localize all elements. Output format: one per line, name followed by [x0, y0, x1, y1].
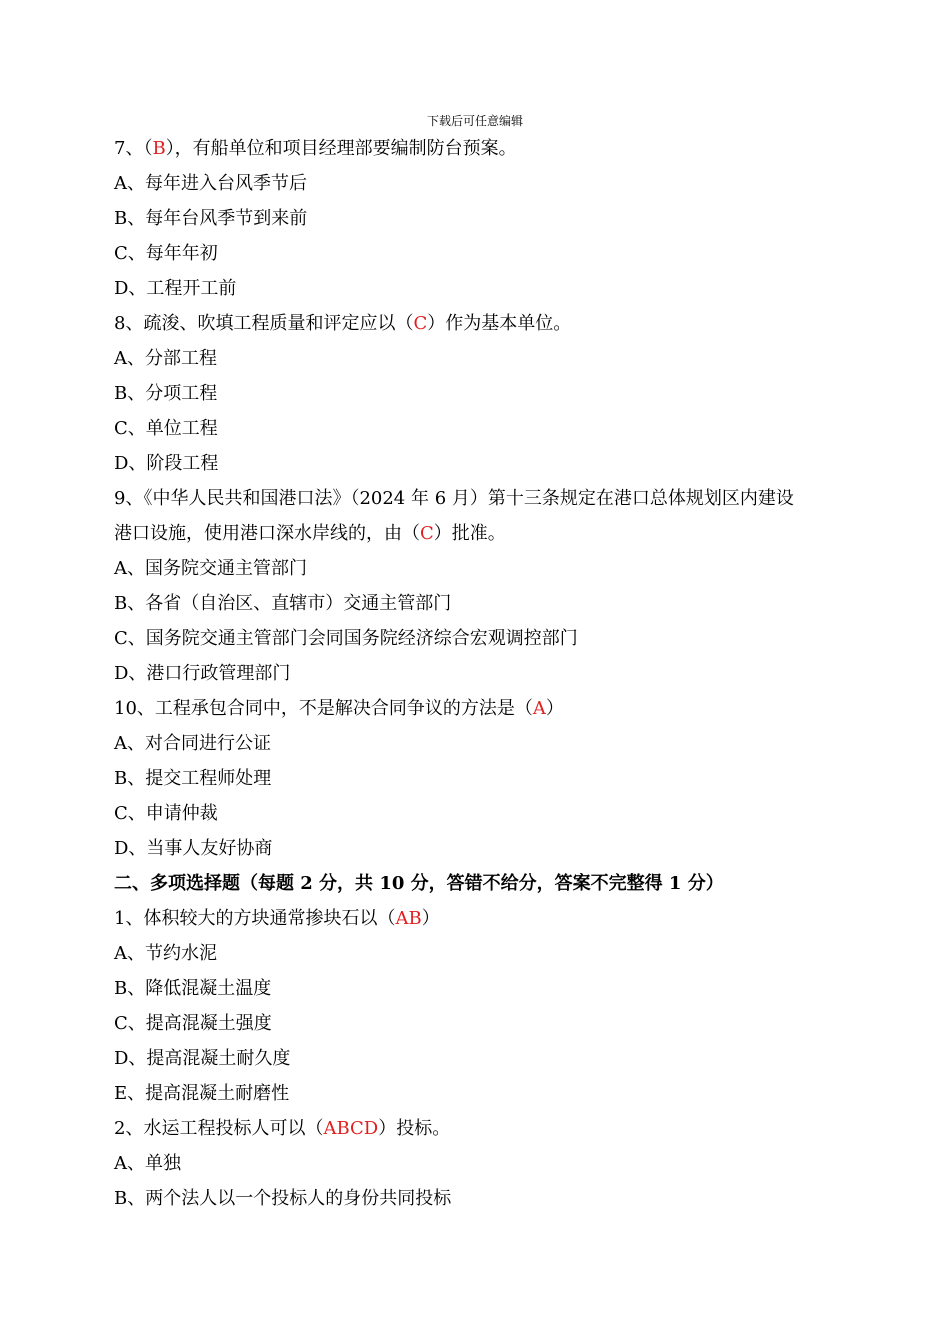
option: C、国务院交通主管部门会同国务院经济综合宏观调控部门	[114, 628, 578, 649]
answer-mark: ABCD	[323, 1118, 379, 1139]
option: D、工程开工前	[114, 278, 237, 299]
option: C、每年年初	[114, 243, 218, 264]
option: D、提高混凝土耐久度	[114, 1048, 291, 1069]
option: C、申请仲裁	[114, 803, 218, 824]
option: C、提高混凝土强度	[114, 1013, 272, 1034]
option: D、港口行政管理部门	[114, 663, 291, 684]
option: E、提高混凝土耐磨性	[114, 1083, 290, 1104]
option: B、各省（自治区、直辖市）交通主管部门	[114, 593, 452, 614]
answer-mark: B	[152, 138, 166, 159]
question-10: 10、工程承包合同中，不是解决合同争议的方法是（A）	[114, 698, 564, 719]
multi-question-2: 2、水运工程投标人可以（ABCD）投标。	[114, 1118, 451, 1139]
option: D、阶段工程	[114, 453, 219, 474]
option: D、当事人友好协商	[114, 838, 273, 859]
option: A、对合同进行公证	[114, 733, 271, 754]
section-heading: 二、多项选择题（每题 2 分，共 10 分，答错不给分，答案不完整得 1 分）	[114, 873, 724, 894]
option: B、提交工程师处理	[114, 768, 272, 789]
option: B、分项工程	[114, 383, 218, 404]
option: B、每年台风季节到来前	[114, 208, 308, 229]
option: A、每年进入台风季节后	[114, 173, 307, 194]
question-9: 9、《中华人民共和国港口法》（2024 年 6 月）第十三条规定在港口总体规划区内建设	[114, 488, 794, 509]
document-content	[114, 131, 874, 1216]
question-8: 8、疏浚、吹填工程质量和评定应以（C）作为基本单位。	[114, 313, 572, 334]
question-7: 7、（B），有船单位和项目经理部要编制防台预案。	[114, 138, 517, 159]
option: A、国务院交通主管部门	[114, 558, 307, 579]
answer-mark: C	[413, 313, 428, 334]
answer-mark: C	[420, 523, 434, 544]
option: B、两个法人以一个投标人的身份共同投标	[114, 1188, 452, 1209]
option: A、分部工程	[114, 348, 217, 369]
answer-mark: A	[532, 698, 546, 719]
option: C、单位工程	[114, 418, 218, 439]
option: B、降低混凝土温度	[114, 978, 272, 999]
page-header: 下载后可任意编辑	[426, 114, 523, 128]
multi-question-1: 1、体积较大的方块通常掺块石以（AB）	[114, 908, 440, 929]
question-9-continued: 港口设施，使用港口深水岸线的，由（C）批准。	[114, 523, 506, 544]
answer-mark: AB	[395, 908, 422, 929]
option: A、单独	[114, 1153, 181, 1174]
option: A、节约水泥	[114, 943, 217, 964]
